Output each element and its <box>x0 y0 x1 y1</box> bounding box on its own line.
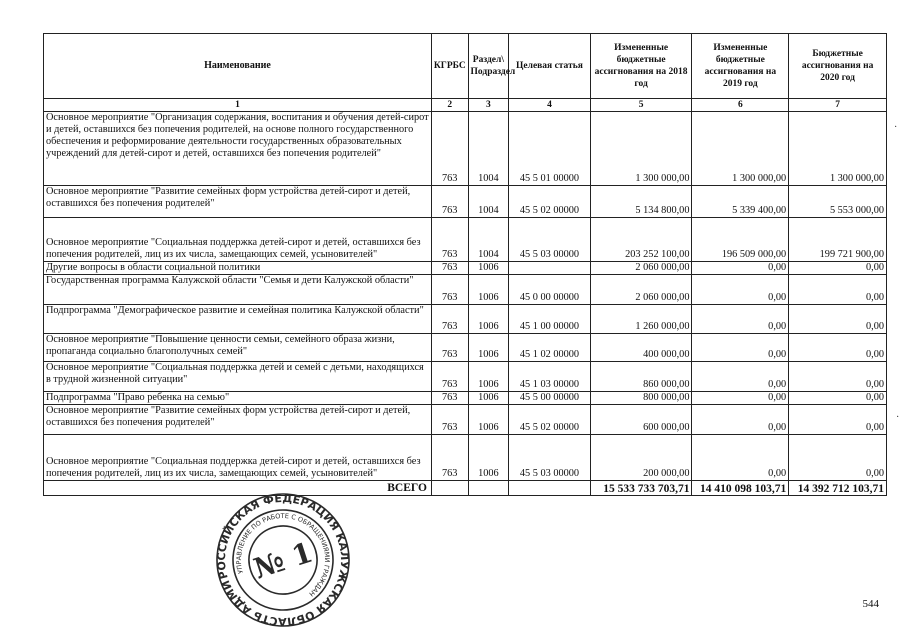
row-target: 45 5 03 00000 <box>509 218 590 262</box>
row-name: Государственная программа Калужской области "Семья и дети Калужской области" <box>44 275 432 305</box>
row-name: Основное мероприятие "Организация содержания, воспитания и обучения детей-сирот и детей, оставшихся без попечения родителей, на основе полного государственного обеспечения и реформирование деятельности государственных образовательных учреждений для детей-сирот и детей, оставшихся без попечения родителей" <box>44 112 432 186</box>
official-seal-stamp <box>213 490 353 630</box>
row-2020: 0,00 <box>789 262 887 275</box>
row-section: 1006 <box>468 305 509 334</box>
page-number: 544 <box>862 598 879 610</box>
total-empty-cell <box>468 481 509 496</box>
row-section: 1004 <box>468 112 509 186</box>
row-2019: 0,00 <box>692 262 789 275</box>
row-kgrbs: 763 <box>431 392 468 405</box>
total-2019: 14 410 098 103,71 <box>692 481 789 496</box>
row-target: 45 5 02 00000 <box>509 405 590 435</box>
row-target <box>509 262 590 275</box>
row-2020: 0,00 <box>789 392 887 405</box>
row-2019: 196 509 000,00 <box>692 218 789 262</box>
row-2019: 0,00 <box>692 405 789 435</box>
row-2020: 0,00 <box>789 435 887 481</box>
row-2018: 860 000,00 <box>590 362 692 392</box>
row-target: 45 5 02 00000 <box>509 186 590 218</box>
margin-mark: · <box>896 412 900 423</box>
row-2020: 0,00 <box>789 305 887 334</box>
header-section: Раздел\ Подраздел <box>468 34 509 99</box>
row-kgrbs: 763 <box>431 405 468 435</box>
row-section: 1006 <box>468 334 509 362</box>
header-2019: Измененные бюджетные ассигнования на 2019 год <box>692 34 789 99</box>
row-2018: 200 000,00 <box>590 435 692 481</box>
row-kgrbs: 763 <box>431 334 468 362</box>
row-section: 1006 <box>468 392 509 405</box>
table-row <box>44 435 887 481</box>
row-kgrbs: 763 <box>431 262 468 275</box>
row-target: 45 5 03 00000 <box>509 435 590 481</box>
row-2019: 1 300 000,00 <box>692 112 789 186</box>
table-row <box>44 334 887 362</box>
row-2020: 0,00 <box>789 405 887 435</box>
row-target: 45 1 03 00000 <box>509 362 590 392</box>
table-row <box>44 392 887 405</box>
header-2020: Бюджетные ассигнования на 2020 год <box>789 34 887 99</box>
seal-outer-lettering: РОССИЙСКАЯ ФЕДЕРАЦИЯ КАЛУЖСКАЯ ОБЛАСТЬ АДМИНИСТРАЦИЯ <box>214 491 352 629</box>
row-2018: 600 000,00 <box>590 405 692 435</box>
budget-table <box>43 33 887 496</box>
row-target: 45 1 02 00000 <box>509 334 590 362</box>
row-2018: 5 134 800,00 <box>590 186 692 218</box>
row-target: 45 5 00 00000 <box>509 392 590 405</box>
row-target: 45 5 01 00000 <box>509 112 590 186</box>
row-2018: 800 000,00 <box>590 392 692 405</box>
row-name: Основное мероприятие "Развитие семейных форм устройства детей-сирот и детей, оставшихся без попечения родителей" <box>44 405 432 435</box>
column-numbers-row <box>44 99 887 112</box>
row-kgrbs: 763 <box>431 362 468 392</box>
row-2018: 203 252 100,00 <box>590 218 692 262</box>
row-2018: 400 000,00 <box>590 334 692 362</box>
row-2018: 1 260 000,00 <box>590 305 692 334</box>
row-kgrbs: 763 <box>431 186 468 218</box>
row-kgrbs: 763 <box>431 275 468 305</box>
row-name: Основное мероприятие "Развитие семейных форм устройства детей-сирот и детей, оставшихся без попечения родителей" <box>44 186 432 218</box>
table-row <box>44 405 887 435</box>
header-kgrbs: КГРБС <box>431 34 468 99</box>
table-row <box>44 262 887 275</box>
row-section: 1004 <box>468 186 509 218</box>
table-header-row <box>44 34 887 99</box>
row-name: Другие вопросы в области социальной политики <box>44 262 432 275</box>
row-2019: 5 339 400,00 <box>692 186 789 218</box>
row-target: 45 0 00 00000 <box>509 275 590 305</box>
header-2018: Измененные бюджетные ассигнования на 2018 год <box>590 34 692 99</box>
row-2019: 0,00 <box>692 305 789 334</box>
total-2020: 14 392 712 103,71 <box>789 481 887 496</box>
column-number: 4 <box>509 99 590 112</box>
row-name: Основное мероприятие "Повышение ценности семьи, семейного образа жизни, пропаганда социально благополучных семей" <box>44 334 432 362</box>
row-name: Подпрограмма "Демографическое развитие и семейная политика Калужской области" <box>44 305 432 334</box>
row-section: 1006 <box>468 362 509 392</box>
total-empty-cell <box>431 481 468 496</box>
row-2019: 0,00 <box>692 392 789 405</box>
row-2020: 199 721 900,00 <box>789 218 887 262</box>
header-target: Целевая статья <box>509 34 590 99</box>
row-target: 45 1 00 00000 <box>509 305 590 334</box>
column-number: 3 <box>468 99 509 112</box>
row-section: 1006 <box>468 435 509 481</box>
row-2019: 0,00 <box>692 362 789 392</box>
row-section: 1006 <box>468 275 509 305</box>
row-2018: 1 300 000,00 <box>590 112 692 186</box>
row-2018: 2 060 000,00 <box>590 262 692 275</box>
row-kgrbs: 763 <box>431 305 468 334</box>
row-name: Основное мероприятие "Социальная поддержка детей-сирот и детей, оставшихся без попечения родителей, лиц из их числа, замещающих семей, усыновителей" <box>44 218 432 262</box>
column-number: 6 <box>692 99 789 112</box>
table-row <box>44 186 887 218</box>
row-2018: 2 060 000,00 <box>590 275 692 305</box>
row-section: 1006 <box>468 262 509 275</box>
column-number: 7 <box>789 99 887 112</box>
row-2019: 0,00 <box>692 275 789 305</box>
row-kgrbs: 763 <box>431 435 468 481</box>
table-row <box>44 275 887 305</box>
column-number: 5 <box>590 99 692 112</box>
total-row <box>44 481 887 496</box>
total-2018: 15 533 733 703,71 <box>590 481 692 496</box>
header-name: Наименование <box>44 34 432 99</box>
row-kgrbs: 763 <box>431 218 468 262</box>
row-2019: 0,00 <box>692 435 789 481</box>
row-2020: 0,00 <box>789 275 887 305</box>
row-name: Основное мероприятие "Социальная поддержка детей и семей с детьми, находящихся в трудной жизненной ситуации" <box>44 362 432 392</box>
table-row <box>44 305 887 334</box>
table-row <box>44 218 887 262</box>
row-2020: 0,00 <box>789 334 887 362</box>
row-2020: 1 300 000,00 <box>789 112 887 186</box>
row-2020: 0,00 <box>789 362 887 392</box>
seal-number: № 1 <box>249 535 317 586</box>
row-name: Подпрограмма "Право ребенка на семью" <box>44 392 432 405</box>
column-number: 2 <box>431 99 468 112</box>
seal-inner-lettering: УПРАВЛЕНИЕ ПО РАБОТЕ С ОБРАЩЕНИЯМИ ГРАЖДАН <box>234 511 332 598</box>
row-2020: 5 553 000,00 <box>789 186 887 218</box>
row-2019: 0,00 <box>692 334 789 362</box>
row-section: 1006 <box>468 405 509 435</box>
table-row <box>44 112 887 186</box>
table-row <box>44 362 887 392</box>
margin-mark: · <box>894 122 898 133</box>
row-kgrbs: 763 <box>431 112 468 186</box>
column-number: 1 <box>44 99 432 112</box>
total-label: ВСЕГО <box>44 481 432 496</box>
row-section: 1004 <box>468 218 509 262</box>
total-empty-cell <box>509 481 590 496</box>
row-name: Основное мероприятие "Социальная поддержка детей-сирот и детей, оставшихся без попечения родителей, лиц из их числа, замещающих семей, усыновителей" <box>44 435 432 481</box>
